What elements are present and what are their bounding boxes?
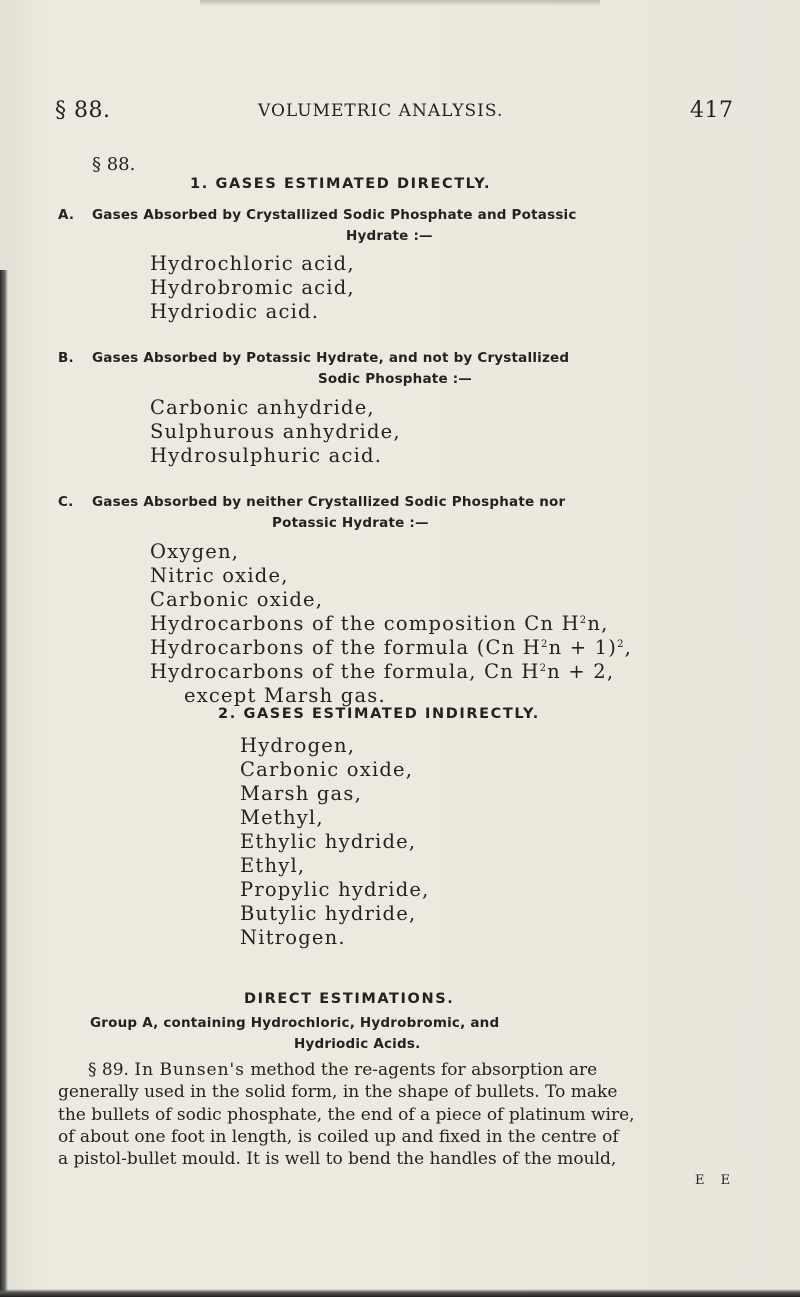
formula-text: Hydrocarbons of the formula (Cn H — [150, 636, 541, 659]
group-c-title: Gases Absorbed by neither Crystallized Sodic Phosphate nor — [92, 494, 566, 510]
group-b-title: Gases Absorbed by Potassic Hydrate, and not by Crystallized — [92, 350, 570, 366]
list-item: Carbonic oxide, — [240, 758, 414, 781]
paragraph-section: § 89. — [88, 1060, 129, 1080]
formula-text: , — [624, 636, 633, 659]
list-item: Marsh gas, — [240, 782, 362, 805]
formula-superscript: 2 — [617, 639, 625, 650]
group-a-list — [150, 252, 355, 324]
binding-edge-bottom — [0, 1289, 800, 1297]
list-item: Propylic hydride, — [240, 878, 430, 901]
group-c-letter: C. — [58, 494, 74, 510]
list-item — [150, 636, 632, 660]
list-item: Hydrosulphuric acid. — [150, 444, 383, 467]
formula-text: Hydrocarbons of the formula, Cn H — [150, 660, 540, 683]
group-a-title-cont: Hydrate :— — [346, 228, 433, 244]
paragraph-line-text: method the re-agents for absorption are — [250, 1060, 598, 1080]
part2-list — [240, 734, 430, 950]
formula-text: n, — [587, 612, 609, 635]
formula-text: n + 1) — [548, 636, 618, 659]
list-item: Hydrogen, — [240, 734, 356, 757]
list-item: Sulphurous anhydride, — [150, 420, 401, 443]
direct-subheading-cont: Hydriodic Acids. — [294, 1036, 421, 1052]
group-b-title-cont: Sodic Phosphate :— — [318, 371, 472, 387]
list-item: Hydrobromic acid, — [150, 276, 355, 299]
paragraph-line: of about one foot in length, is coiled up and fixed in the centre of — [58, 1126, 619, 1147]
header-section-ref: § 88. — [55, 98, 111, 123]
paragraph-line: a pistol-bullet mould. It is well to bend the handles of the mould, — [58, 1149, 617, 1170]
list-item: Carbonic oxide, — [150, 588, 324, 611]
group-b-letter: B. — [58, 350, 74, 366]
group-a-letter: A. — [58, 207, 75, 223]
direct-subheading: Group A, containing Hydrochloric, Hydrobromic, and — [90, 1015, 500, 1031]
direct-heading: DIRECT ESTIMATIONS. — [244, 991, 455, 1007]
header-title: VOLUMETRIC ANALYSIS. — [258, 101, 504, 121]
list-item: Hydriodic acid. — [150, 300, 320, 323]
formula-superscript: 2 — [539, 663, 548, 674]
header-page-number: 417 — [690, 98, 734, 123]
list-item: Methyl, — [240, 806, 324, 829]
body-paragraph — [58, 1059, 748, 1170]
list-item: except Marsh gas. — [184, 684, 386, 707]
list-item: Nitric oxide, — [150, 564, 289, 587]
paragraph-lead-name: Bunsen's — [159, 1060, 245, 1080]
list-item: Ethylic hydride, — [240, 830, 417, 853]
group-c-list — [150, 540, 632, 708]
page-shadow — [200, 0, 600, 6]
group-b-list — [150, 396, 401, 468]
list-item: Carbonic anhydride, — [150, 396, 375, 419]
list-item — [150, 612, 632, 636]
part1-heading: 1. GASES ESTIMATED DIRECTLY. — [190, 176, 492, 192]
list-item: Nitrogen. — [240, 926, 346, 949]
list-item — [150, 660, 632, 684]
paragraph-line: generally used in the solid form, in the shape of bullets. To make — [58, 1082, 618, 1103]
list-item: Butylic hydride, — [240, 902, 417, 925]
paragraph-line: the bullets of sodic phosphate, the end of a piece of platinum wire, — [58, 1104, 635, 1125]
paragraph-line — [58, 1059, 748, 1081]
formula-text: Hydrocarbons of the composition Cn H — [150, 612, 580, 635]
list-item: Oxygen, — [150, 540, 240, 563]
group-a-title: Gases Absorbed by Crystallized Sodic Phosphate and Potassic — [92, 207, 577, 223]
formula-superscript: 2 — [579, 615, 588, 626]
section-mark: § 88. — [92, 154, 136, 175]
list-item: Ethyl, — [240, 854, 306, 877]
formula-text: n + 2, — [547, 660, 615, 683]
paragraph-lead-word: In — [134, 1060, 155, 1080]
binding-edge-left — [0, 270, 8, 1297]
group-c-title-cont: Potassic Hydrate :— — [272, 515, 429, 531]
part2-heading: 2. GASES ESTIMATED INDIRECTLY. — [218, 706, 540, 722]
signature-mark: E E — [695, 1173, 737, 1188]
list-item: Hydrochloric acid, — [150, 252, 355, 275]
formula-superscript: 2 — [541, 639, 549, 650]
